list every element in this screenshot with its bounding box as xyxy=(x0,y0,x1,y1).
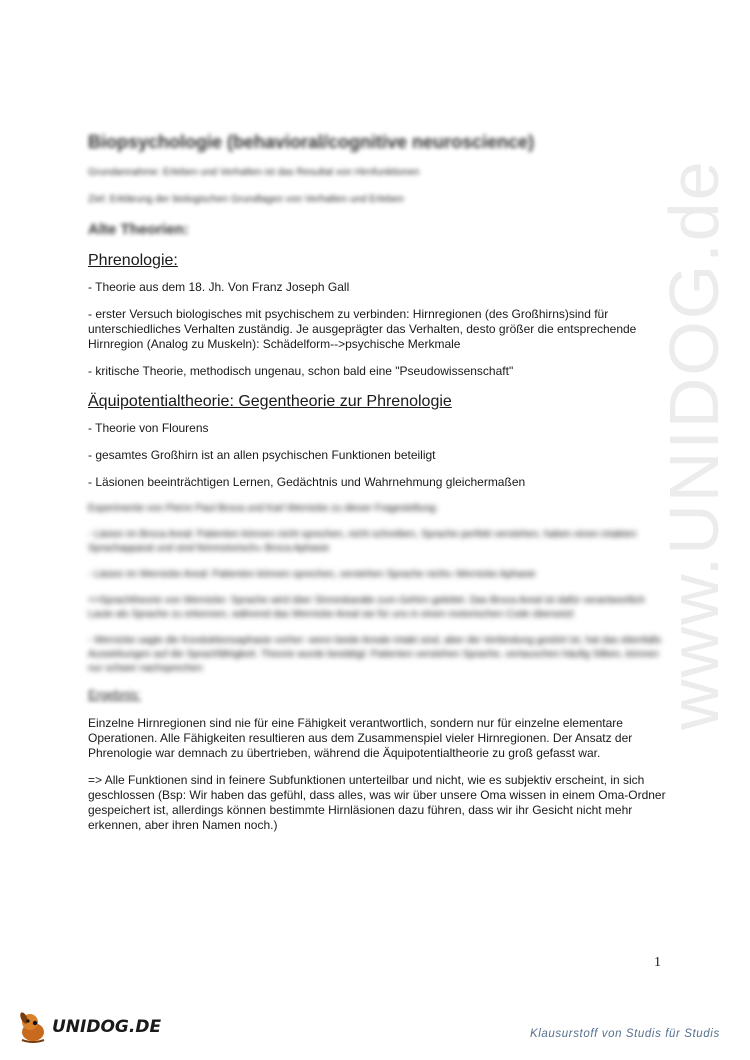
phrenology-bullet-3: - kritische Theorie, methodisch ungenau, schon bald eine "Pseudowissenschaft" xyxy=(88,364,514,378)
intro-goal: Ziel: Erklärung der biologischen Grundlagen von Verhalten und Erleben xyxy=(88,194,404,205)
watermark: www.UNIDOG.de xyxy=(655,159,733,730)
equipotential-bullet-2: - gesamtes Großhirn ist an allen psychischen Funktionen beteiligt xyxy=(88,448,436,462)
conduction-aphasia: - Wernicke sagte die Konduktionsaphasie vorher: wenn beide Areale intakt sind, aber die Verbindung gestört ist, hat das ebenfalls Auswirkungen auf die Sprachfähigkeit. Theorie wurde bestätigt: Patienten verstehen Sprache, vertauschen häufig Silben, können nur schwer nachsprechen xyxy=(88,635,661,674)
document-title: Biopsychologie (behavioral/cognitive neuroscience) xyxy=(88,132,535,152)
result-paragraph-1: Einzelne Hirnregionen sind nie für eine Fähigkeit verantwortlich, sondern nur für einzelne elementare Operationen. Alle Fähigkeiten resultieren aus dem Zusammenspiel vieler Hirnregionen. Der Ansatz der Phrenologie war demnach zu übertrieben, während die Äquipotentialtheorie zu groß gefasst war. xyxy=(88,716,633,760)
dog-icon xyxy=(16,1010,50,1044)
phrenology-heading: Phrenologie: xyxy=(88,252,178,269)
logo-text: UNIDOG.DE xyxy=(52,1017,162,1037)
wernicke-lesion: - Läsion im Wernicke Areal: Patienten können sprechen, verstehen Sprache nicht» Wernicke Aphasie xyxy=(88,569,536,580)
unidog-logo[interactable] xyxy=(16,1010,161,1044)
phrenology-bullet-1: - Theorie aus dem 18. Jh. Von Franz Joseph Gall xyxy=(88,280,350,294)
old-theories-heading: Alte Theorien: xyxy=(88,221,189,238)
broca-lesion: - Läsion im Broca Areal: Patienten können nicht sprechen, nicht schreiben, Sprache perfekt verstehen, haben einen intakten Sprachapparat und sind feinmotorisch» Broca Aphasie xyxy=(88,529,637,554)
experiments-intro: Experimente von Pierre Paul Broca und Karl Wernicke zu dieser Fragestellung: xyxy=(88,503,438,514)
page-number: 1 xyxy=(654,955,661,970)
result-heading: Ergebnis: xyxy=(88,688,141,702)
wernicke-language-theory: =>Sprachtheorie von Wernicke: Sprache wird über Sinneskanäle zum Gehirn geleitet. Das Broca Areal ist dafür verantwortlich Laute als Sprache zu erkennen, während das Wernicke Areal sie für uns in einen motorischen Code übersetzt xyxy=(88,595,645,620)
equipotential-bullet-3: - Läsionen beeinträchtigen Lernen, Gedächtnis und Wahrnehmung gleichermaßen xyxy=(88,475,526,489)
page-content xyxy=(88,132,668,845)
phrenology-bullet-2: - erster Versuch biologisches mit psychischem zu verbinden: Hirnregionen (des Großhirns)sind für unterschiedliches Verhalten zuständig. Je ausgeprägter das Verhalten, desto größer die entsprechende Hirnregion (Analog zu Muskeln): Schädelform-->psychische Merkmale xyxy=(88,307,637,351)
footer-tagline: Klausurstoff von Studis für Studis xyxy=(530,1028,720,1040)
result-paragraph-2: => Alle Funktionen sind in feinere Subfunktionen unterteilbar und nicht, wie es subjektiv erscheint, in sich geschlossen (Bsp: Wir haben das gefühl, dass alles, was wir über unsere Oma wissen in einem Oma-Ordner gespeichert ist, allerdings können bestimmte Hirnläsionen dazu führen, dass wir ihr Gesicht nicht mehr erkennen, aber ihren Namen noch.) xyxy=(88,773,666,832)
equipotential-bullet-1: - Theorie von Flourens xyxy=(88,421,209,435)
intro-assumption: Grundannahme: Erleben und Verhalten ist das Resultat von Hirnfunktionen xyxy=(88,167,420,178)
equipotential-heading: Äquipotentialtheorie: Gegentheorie zur Phrenologie xyxy=(88,393,452,410)
